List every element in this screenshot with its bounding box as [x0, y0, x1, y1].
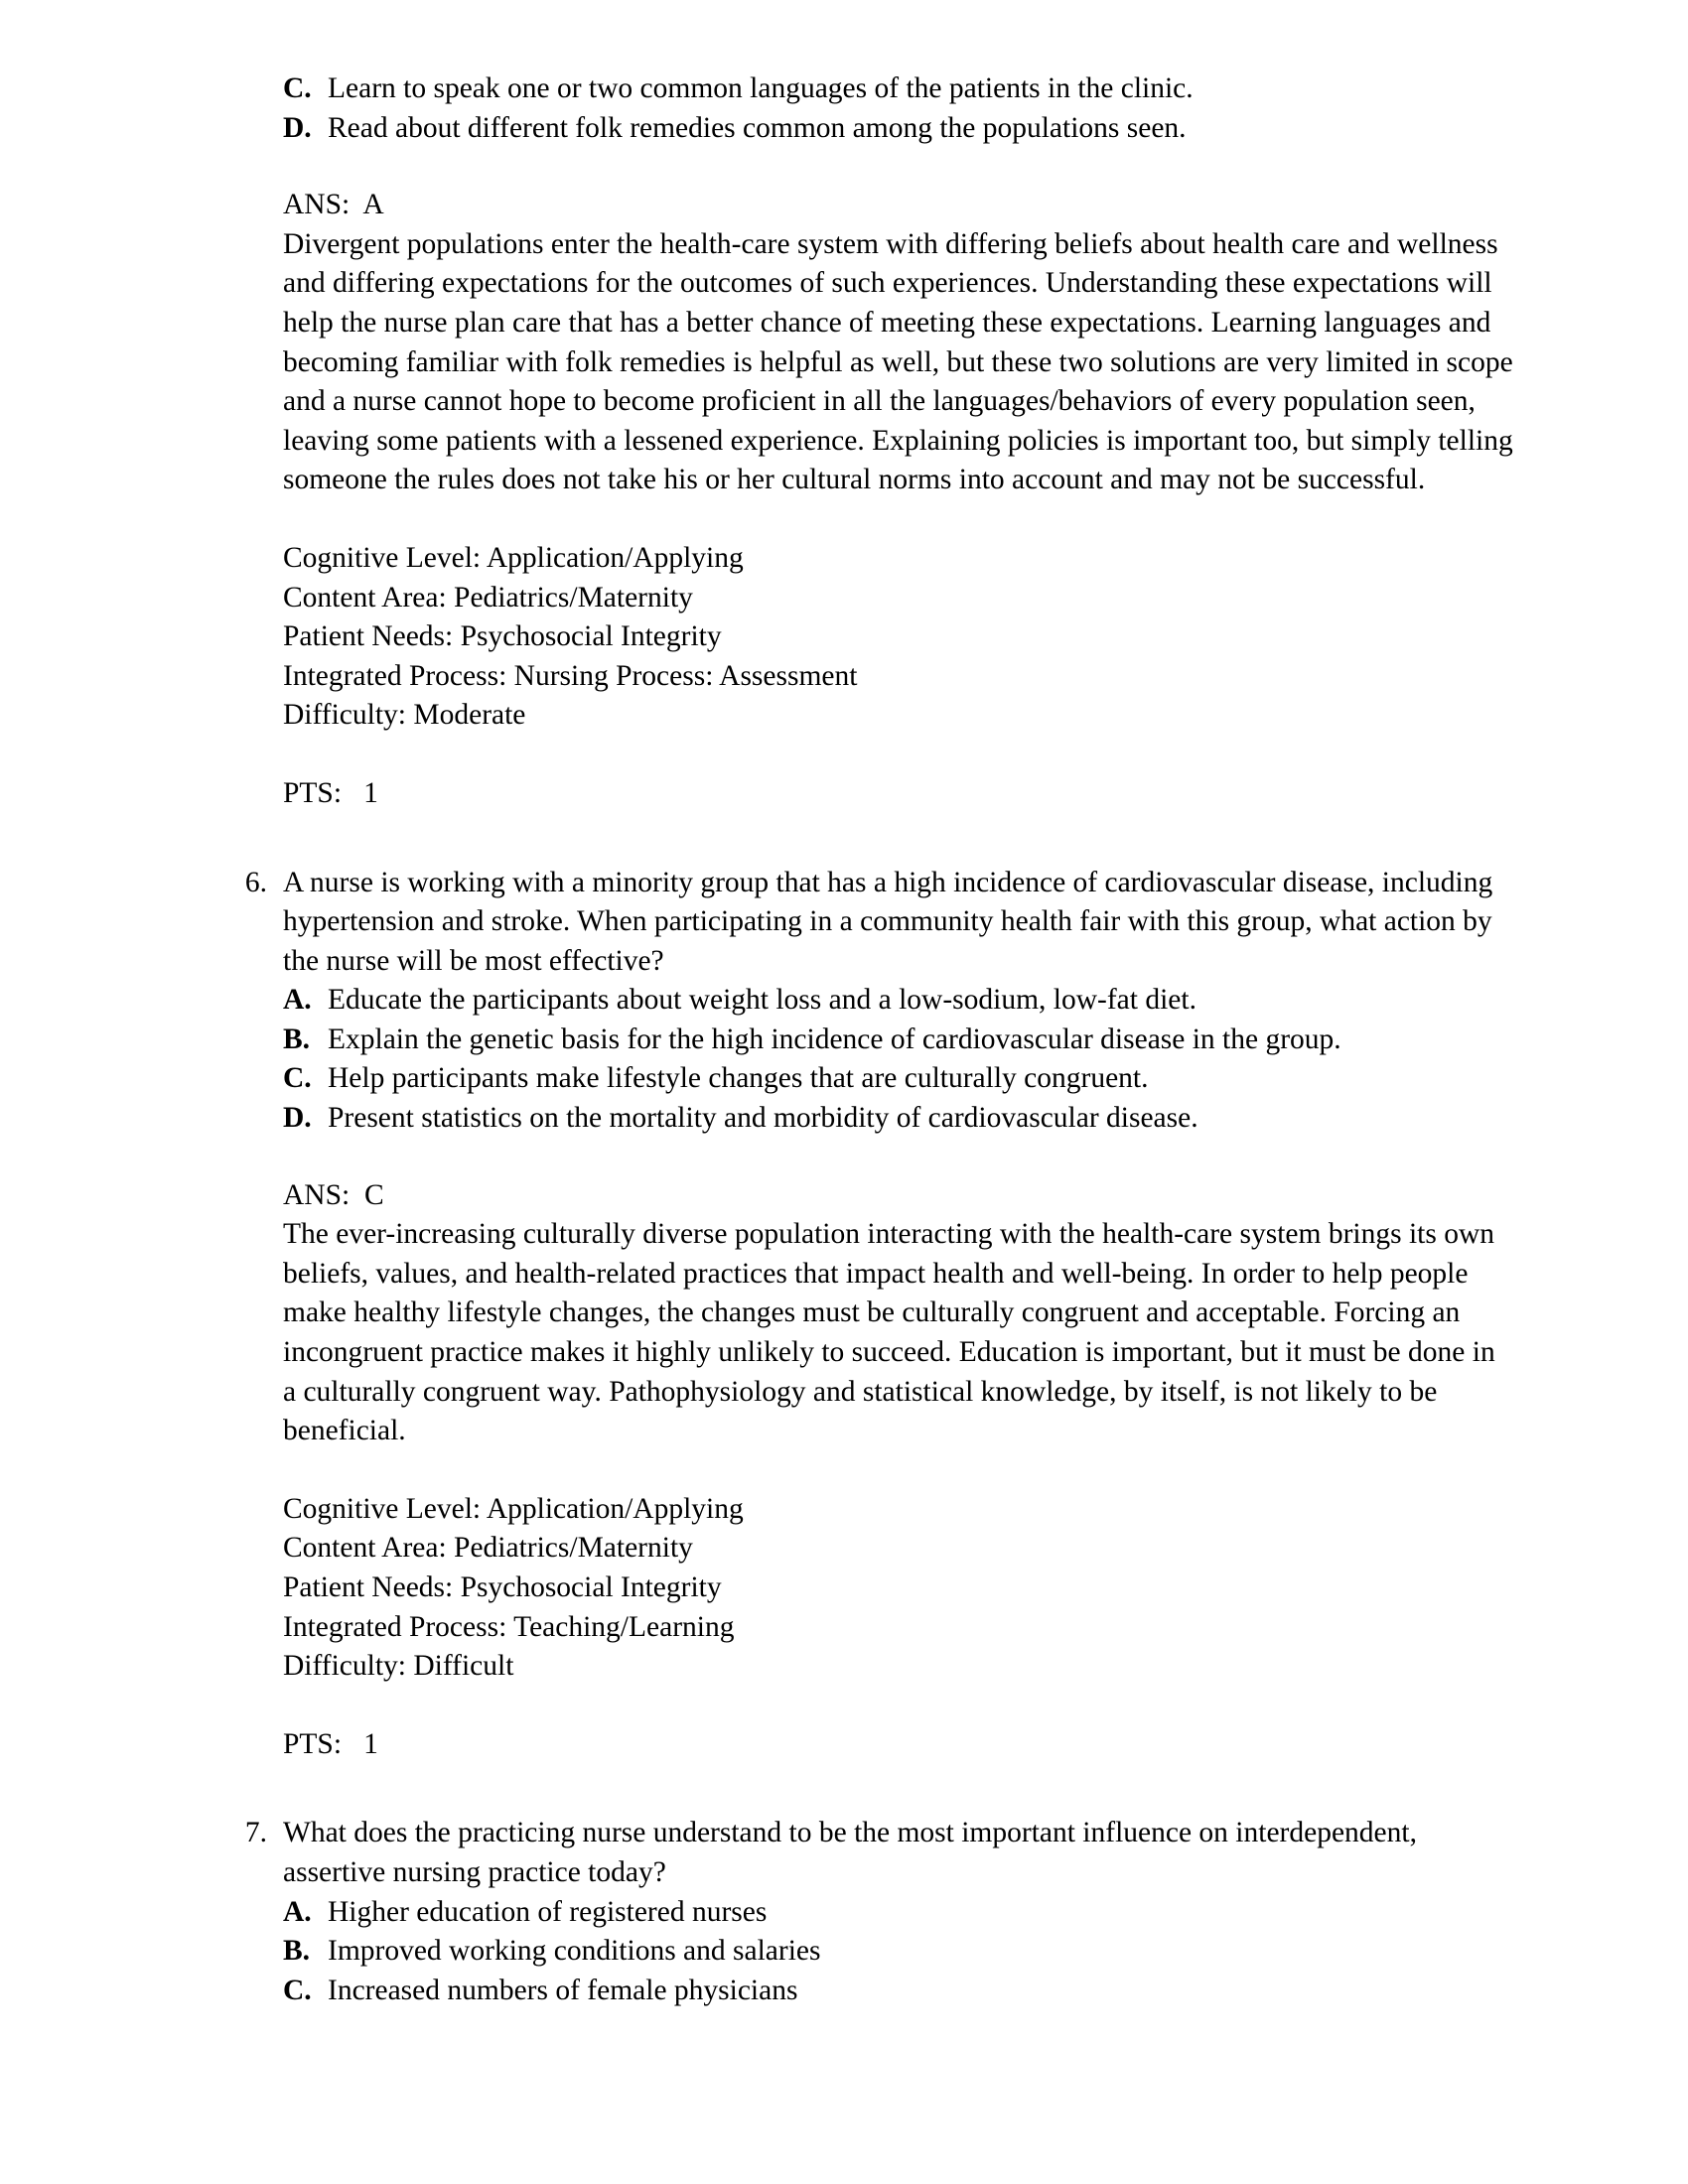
option-row — [283, 109, 1514, 149]
spacer — [238, 1139, 1514, 1176]
option-row — [283, 69, 1514, 109]
question-number: 6. — [244, 866, 267, 898]
spacer — [238, 814, 1514, 864]
question-body — [283, 864, 1514, 982]
question-number: 7. — [244, 1817, 267, 1849]
option-row — [283, 1932, 1514, 1972]
meta-patient-needs: Patient Needs: Psychosocial Integrity — [283, 620, 722, 653]
rationale-paragraph: Divergent populations enter the health-care system with differing beliefs about health care and wellness and differing expectations for the outcomes of such experiences. Understanding these expectations will help the nurse plan care that has a better chance of meeting these expectations. Learning languages and becoming familiar with folk remedies is helpful as well, but these two solutions are very limited in scope and a nurse cannot hope to become proficient in all the languages/behaviors of every population seen, leaving some patients with a lessened experience. Explaining policies is important too, but simply telling someone the rules does not take his or her cultural norms into account and may not be successful. — [283, 227, 1513, 496]
spacer — [238, 736, 1514, 774]
option-letter: D. — [283, 1102, 312, 1135]
meta-difficulty: Difficulty: Difficult — [283, 1650, 514, 1683]
question-stem: What does the practicing nurse understand to be the most important influence on interdependent, assertive nursing practice today? — [283, 1817, 1417, 1888]
meta-content-area: Content Area: Pediatrics/Maternity — [283, 581, 693, 614]
points-line: PTS: 1 — [283, 1727, 378, 1760]
question-item — [238, 864, 1514, 982]
option-letter: B. — [283, 1935, 311, 1968]
meta-content-area: Content Area: Pediatrics/Maternity — [283, 1532, 693, 1565]
option-text: Learn to speak one or two common languages of the patients in the clinic. — [328, 72, 1194, 104]
option-text: Improved working conditions and salaries — [328, 1935, 821, 1968]
option-text: Present statistics on the mortality and morbidity of cardiovascular disease. — [328, 1102, 1198, 1135]
option-letter: B. — [283, 1023, 311, 1055]
rationale-paragraph: The ever-increasing culturally diverse population interacting with the health-care system brings its own beliefs, values, and health-related practices that impact health and well-being. In order to help people make healthy lifestyle changes, the changes must be culturally congruent and acceptable. Forcing an incongruent practice makes it highly unlikely to succeed. Education is important, but it must be done in a culturally congruent way. Pathophysiology and statistical knowledge, by itself, is not likely to be beneficial. — [283, 1218, 1495, 1447]
option-row — [283, 1059, 1514, 1099]
answer-line: ANS: A — [283, 189, 384, 221]
spacer — [238, 500, 1514, 539]
option-text: Help participants make lifestyle changes that are culturally congruent. — [328, 1062, 1149, 1095]
meta-cognitive-level: Cognitive Level: Application/Applying — [283, 1492, 744, 1525]
option-row — [283, 1972, 1514, 2011]
option-text: Explain the genetic basis for the high incidence of cardiovascular disease in the group. — [328, 1023, 1341, 1055]
spacer — [238, 1764, 1514, 1814]
spacer — [238, 1451, 1514, 1490]
option-letter: A. — [283, 984, 312, 1017]
meta-integrated-process: Integrated Process: Nursing Process: Assessment — [283, 659, 858, 692]
option-text: Educate the participants about weight loss and a low-sodium, low-fat diet. — [328, 984, 1196, 1017]
points-line: PTS: 1 — [283, 776, 378, 809]
option-letter: C. — [283, 1062, 312, 1095]
answer-line: ANS: C — [283, 1178, 384, 1211]
spacer — [238, 1687, 1514, 1725]
option-row — [283, 1021, 1514, 1060]
meta-integrated-process: Integrated Process: Teaching/Learning — [283, 1610, 735, 1643]
meta-patient-needs: Patient Needs: Psychosocial Integrity — [283, 1571, 722, 1603]
question-stem: A nurse is working with a minority group that has a high incidence of cardiovascular disease, including hypertension and stroke. When participating in a community health fair with this group, what action by the nurse will be most effective? — [283, 866, 1493, 977]
option-letter: C. — [283, 1974, 312, 2006]
question-item — [238, 1814, 1514, 1892]
question-body — [283, 1814, 1514, 1892]
option-text: Higher education of registered nurses — [328, 1895, 768, 1928]
option-row — [283, 1893, 1514, 1933]
option-row — [283, 1099, 1514, 1139]
option-letter: C. — [283, 72, 312, 104]
meta-cognitive-level: Cognitive Level: Application/Applying — [283, 541, 744, 574]
option-letter: D. — [283, 111, 312, 144]
option-row — [283, 981, 1514, 1021]
option-text: Read about different folk remedies common among the populations seen. — [328, 111, 1187, 144]
spacer — [238, 148, 1514, 186]
option-text: Increased numbers of female physicians — [328, 1974, 798, 2006]
meta-difficulty: Difficulty: Moderate — [283, 699, 526, 732]
option-letter: A. — [283, 1895, 312, 1928]
page-content — [238, 69, 1514, 2010]
